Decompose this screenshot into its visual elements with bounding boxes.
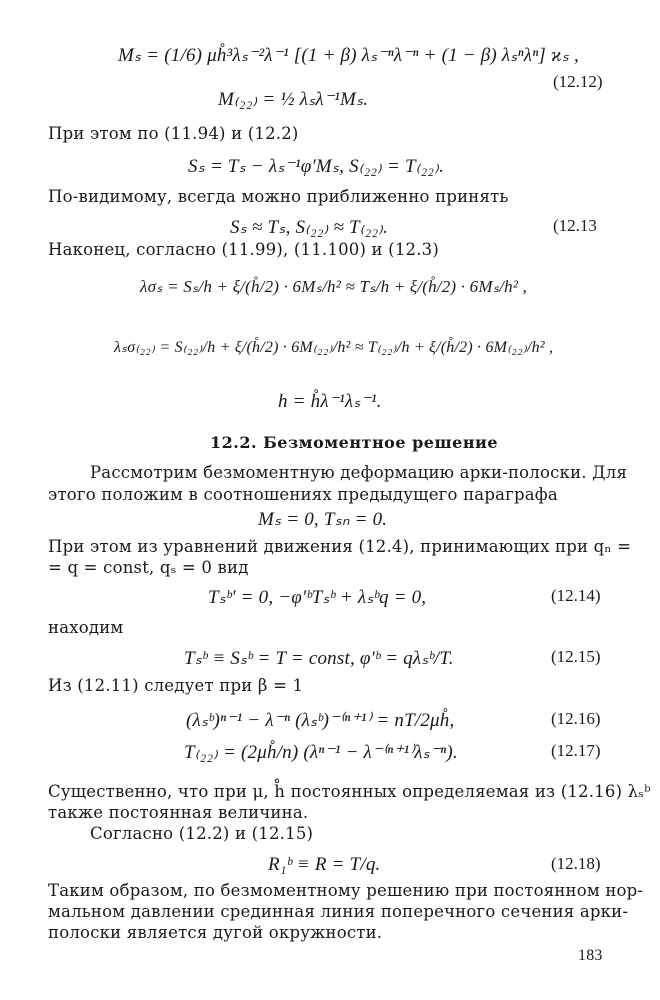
paragraph-text: мальном давлении срединная линия поперечного сечения арки- — [48, 902, 629, 921]
equation-number-12-18: (12.18) — [551, 854, 601, 873]
paragraph-text: Рассмотрим безмоментную деформацию арки-полоски. Для — [90, 463, 628, 482]
paragraph-text: Согласно (12.2) и (12.15) — [90, 824, 314, 843]
paragraph-text: При этом из уравнений движения (12.4), принимающих при qₙ = — [48, 537, 632, 556]
paragraph-text: Наконец, согласно (11.99), (11.100) и (12.3) — [48, 240, 439, 259]
page-number: 183 — [578, 947, 603, 964]
equation-s-relations: Sₛ = Tₛ − λₛ⁻¹φ′Mₛ, S₍₂₂₎ = T₍₂₂₎. — [188, 156, 445, 177]
equation-12-16: (λₛᵇ)ⁿ⁻¹ − λ⁻ⁿ (λₛᵇ)⁻⁽ⁿ⁺¹⁾ = nT/2μh̊, — [186, 710, 455, 731]
equation-12-12-line2: M₍₂₂₎ = ½ λₛλ⁻¹Mₛ. — [218, 89, 369, 110]
equation-12-15: Tₛᵇ ≡ Sₛᵇ = T = const, φ′ᵇ = qλₛᵇ/T. — [184, 648, 454, 669]
equation-number-12-17: (12.17) — [551, 741, 601, 760]
equation-ms-zero: Mₛ = 0, Tₛₙ = 0. — [258, 509, 388, 530]
equation-number-12-15: (12.15) — [551, 647, 601, 666]
paragraph-text: Таким образом, по безмоментному решению при постоянном нор- — [48, 881, 644, 900]
section-heading: 12.2. Безмоментное решение — [210, 433, 499, 452]
paragraph-text: При этом по (11.94) и (12.2) — [48, 124, 299, 143]
paragraph-text: полоски является дугой окружности. — [48, 923, 383, 942]
equation-h: h = h̊λ⁻¹λₛ⁻¹. — [278, 391, 382, 412]
equation-number-12-13: (12.13 — [553, 216, 597, 235]
equation-number-12-12: (12.12) — [553, 72, 603, 91]
paragraph-text: По-видимому, всегда можно приближенно принять — [48, 187, 509, 206]
equation-12-12-line1: Mₛ = (1/6) μh̊³λₛ⁻²λ⁻¹ [(1 + β) λₛ⁻ⁿλ⁻ⁿ + (1 − β) λₛⁿλⁿ] ϰₛ , — [118, 45, 579, 66]
equation-number-12-16: (12.16) — [551, 709, 601, 728]
paragraph-text: также постоянная величина. — [48, 803, 309, 822]
paragraph-text: = q = const, qₛ = 0 вид — [48, 558, 249, 577]
equation-12-18: R₁ᵇ ≡ R = T/q. — [268, 854, 381, 875]
equation-sigma-s: λσₛ = Sₛ/h + ξ/(h̊/2) · 6Mₛ/h² ≈ Tₛ/h + ξ/(h̊/2) · 6Mₛ/h² , — [140, 277, 528, 296]
paragraph-text: Из (12.11) следует при β = 1 — [48, 676, 304, 695]
equation-12-14: Tₛᵇ′ = 0, −φ′ᵇTₛᵇ + λₛᵇq = 0, — [208, 587, 427, 608]
equation-12-17: T₍₂₂₎ = (2μh̊/n) (λⁿ⁻¹ − λ⁻⁽ⁿ⁺¹⁾λₛ⁻ⁿ). — [184, 742, 458, 763]
equation-sigma-22: λₛσ₍₂₂₎ = S₍₂₂₎/h + ξ/(h̊/2) · 6M₍₂₂₎/h² ≈ T₍₂₂₎/h + ξ/(h̊/2) · 6M₍₂₂₎/h² , — [114, 339, 554, 356]
paragraph-text: Существенно, что при μ, h̊ постоянных определяемая из (12.16) λₛᵇ — [48, 782, 651, 801]
equation-12-13: Sₛ ≈ Tₛ, S₍₂₂₎ ≈ T₍₂₂₎. — [230, 217, 389, 238]
equation-number-12-14: (12.14) — [551, 586, 601, 605]
paragraph-text: этого положим в соотношениях предыдущего параграфа — [48, 485, 558, 504]
paragraph-text: находим — [48, 618, 124, 637]
